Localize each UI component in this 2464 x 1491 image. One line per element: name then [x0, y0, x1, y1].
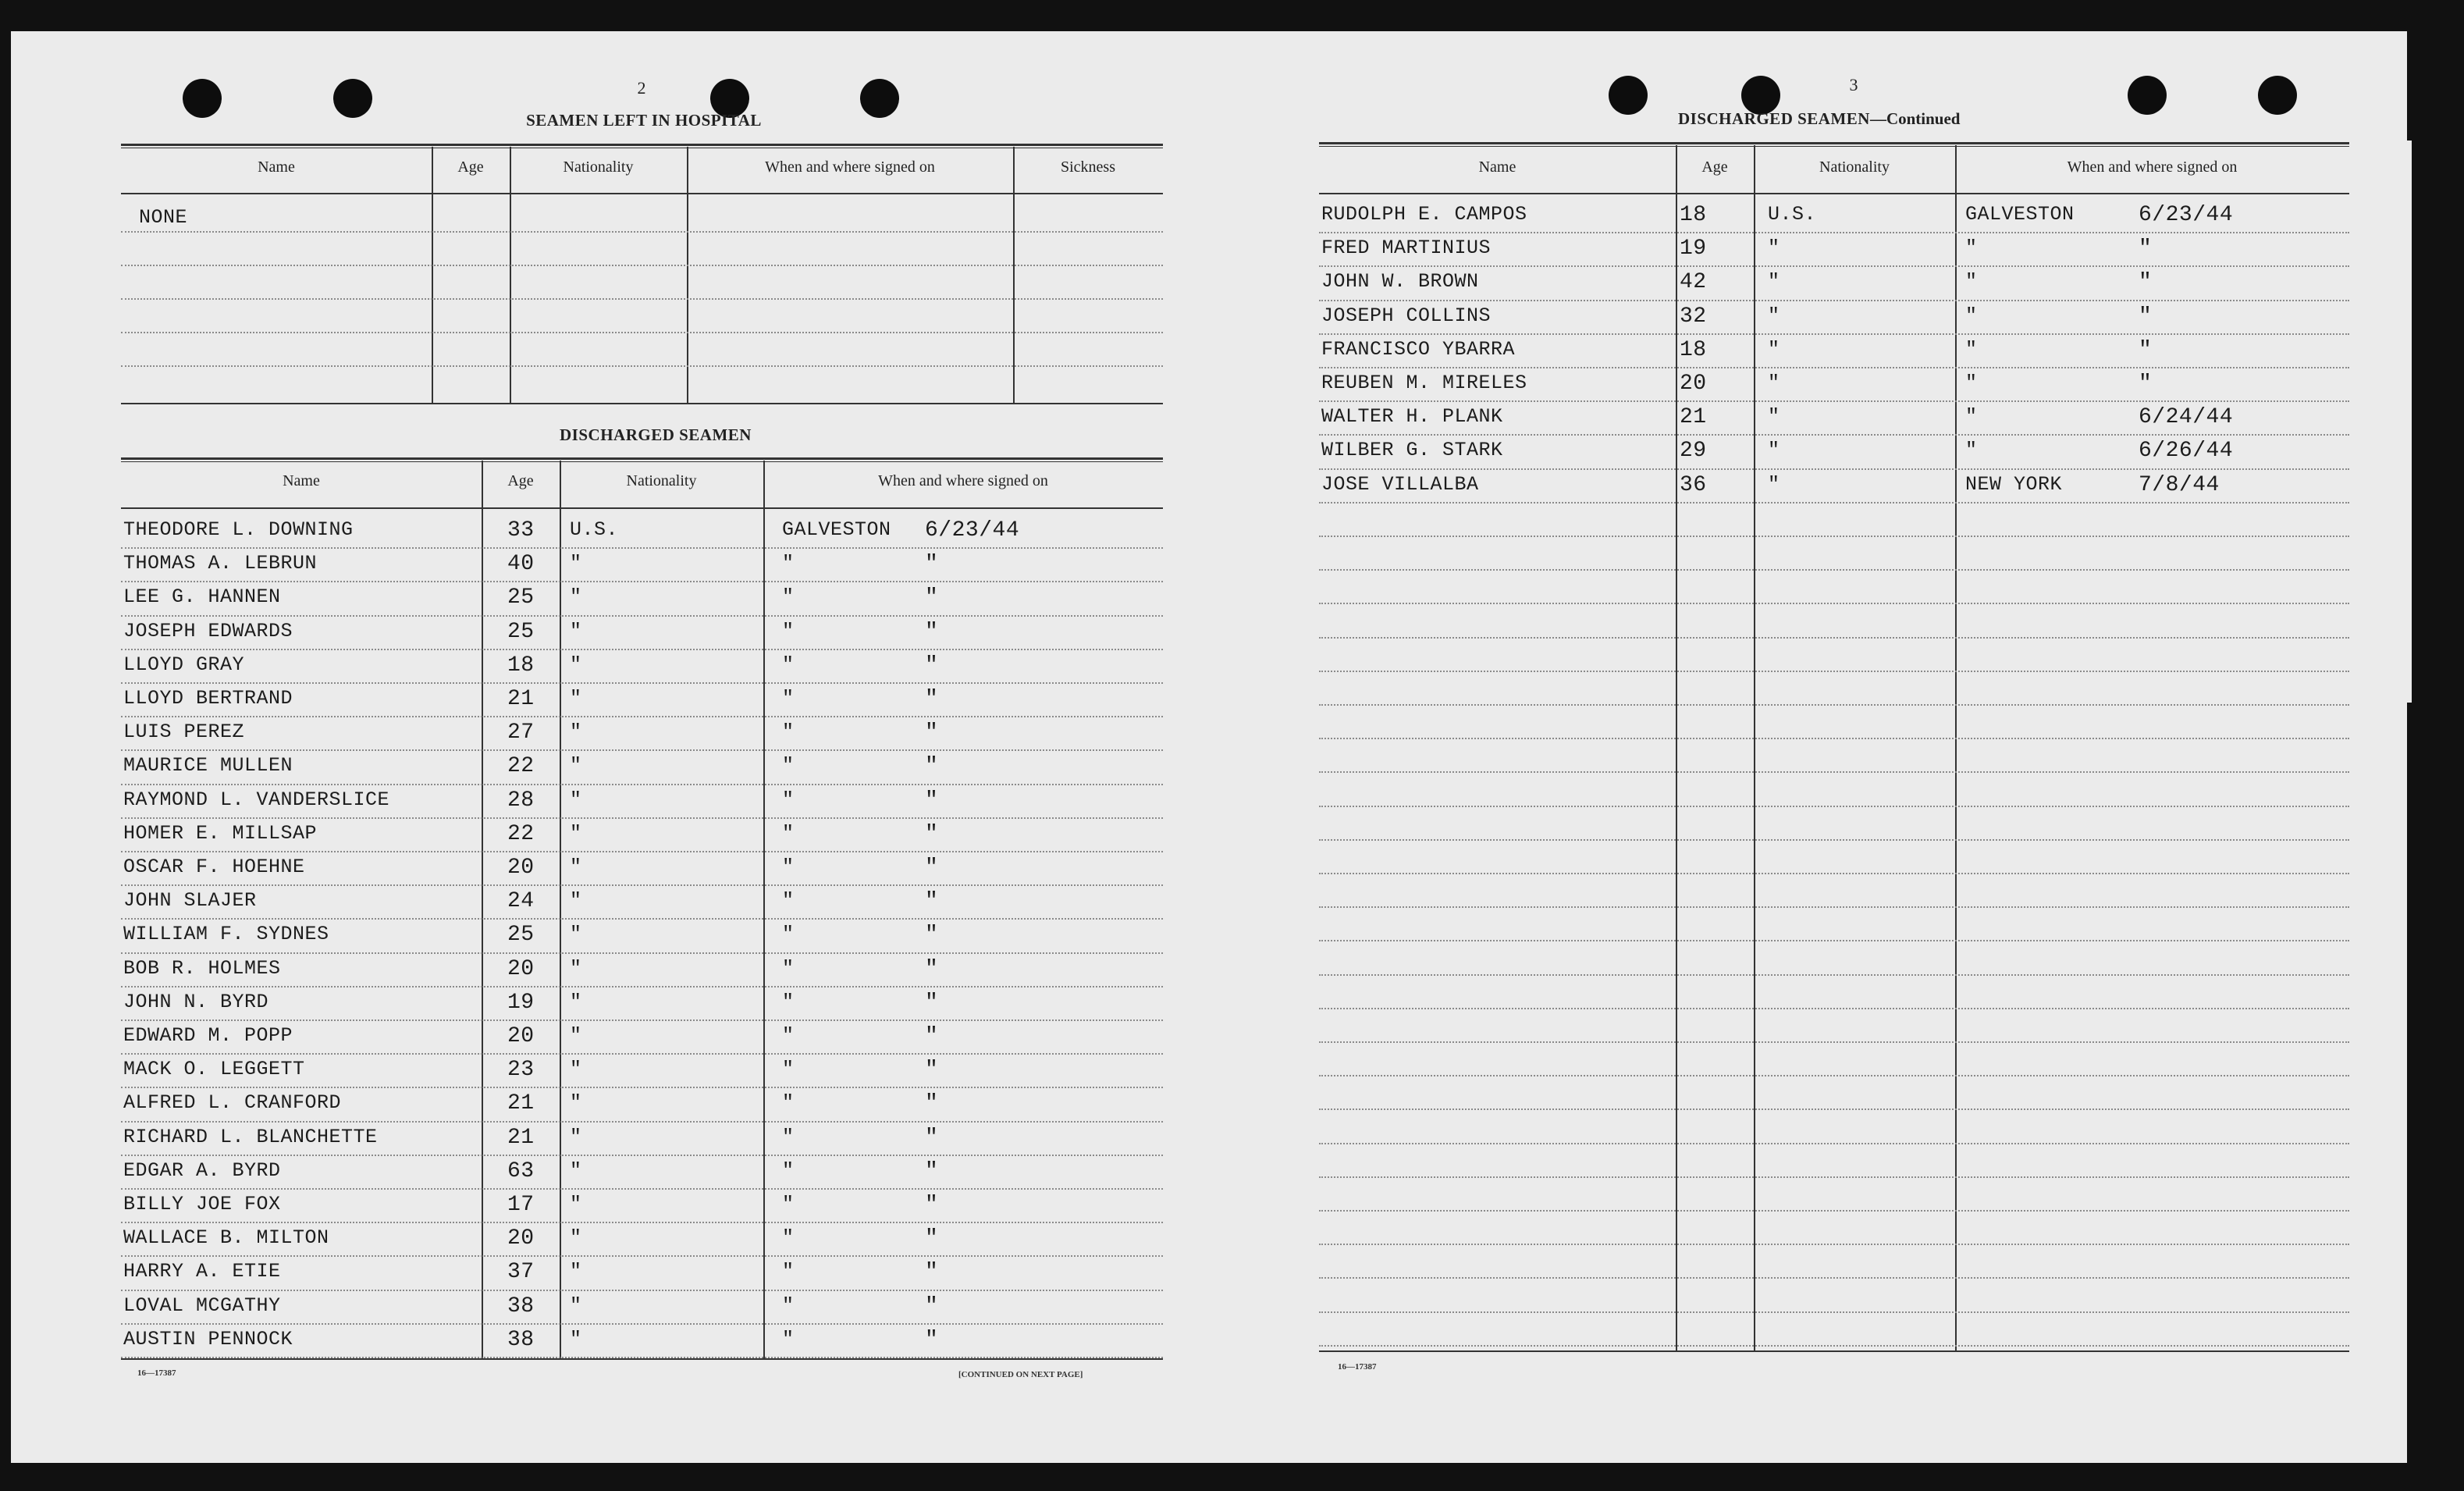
right-header-rule [1319, 193, 2349, 194]
row-dotted-line [121, 649, 1163, 650]
seaman-nationality: " [570, 1193, 582, 1215]
discharged-header-nationality: Nationality [626, 472, 697, 489]
row-dotted-line [121, 615, 1163, 617]
row-dotted-line [121, 884, 1163, 886]
signed-on-place: " [782, 1125, 795, 1148]
signed-on-date: " [925, 653, 939, 678]
seaman-name: AUSTIN PENNOCK [123, 1327, 293, 1350]
seaman-nationality: " [570, 1294, 582, 1317]
row-dotted-line [1319, 940, 2349, 941]
signed-on-place: " [782, 653, 795, 676]
seaman-name: WALLACE B. MILTON [123, 1226, 329, 1250]
row-dotted-line [1319, 1311, 2349, 1313]
signed-on-date: " [925, 552, 939, 577]
right-table-top-rule [1319, 142, 2349, 147]
seaman-nationality: " [1768, 472, 1780, 496]
right-col-divider [1955, 145, 1957, 1350]
row-dotted-line [121, 682, 1163, 684]
signed-on-date: " [2139, 337, 2153, 362]
seaman-age: 28 [507, 788, 535, 813]
seaman-age: 18 [1680, 203, 1707, 227]
discharged-header-rule [121, 507, 1163, 509]
hospital-col-divider [1013, 147, 1015, 403]
row-dotted-line [1319, 468, 2349, 470]
hospital-header-rule [121, 193, 1163, 194]
seaman-name: JOSEPH EDWARDS [123, 619, 293, 642]
seaman-name: JOSE VILLALBA [1321, 472, 1479, 496]
seaman-age: 19 [507, 990, 535, 1015]
seaman-name: JOHN SLAJER [123, 889, 257, 913]
signed-on-place: " [1965, 372, 1978, 394]
signed-on-place: " [782, 923, 795, 946]
seaman-age: 42 [1680, 270, 1707, 295]
row-dotted-line [121, 547, 1163, 549]
seaman-nationality: " [1768, 337, 1780, 361]
seaman-name: ALFRED L. CRANFORD [123, 1091, 342, 1115]
right-header-signed-on: When and where signed on [2067, 158, 2238, 176]
left-page-number: 2 [637, 78, 646, 98]
seaman-nationality: U.S. [570, 518, 619, 541]
right-header-name: Name [1478, 158, 1516, 176]
signed-on-date: " [925, 687, 939, 711]
seaman-age: 18 [1680, 337, 1707, 362]
hospital-header-nationality: Nationality [563, 158, 634, 176]
seaman-nationality: " [570, 1125, 582, 1148]
row-dotted-line [121, 784, 1163, 785]
signed-on-date: " [925, 821, 939, 846]
signed-on-date: " [2139, 237, 2153, 262]
signed-on-date: " [925, 1193, 939, 1217]
signed-on-date: " [925, 1260, 939, 1285]
row-dotted-line [1319, 536, 2349, 537]
row-dotted-line [121, 918, 1163, 920]
row-dotted-line [1319, 738, 2349, 739]
discharged-table-bottom-rule [121, 1358, 1163, 1360]
row-dotted-line [1319, 906, 2349, 908]
seaman-name: EDWARD M. POPP [123, 1024, 293, 1047]
signed-on-place: " [1965, 304, 1978, 327]
seaman-nationality: " [570, 1058, 582, 1081]
hospital-col-divider [510, 147, 511, 403]
hospital-header-age: Age [457, 158, 484, 176]
seaman-nationality: " [570, 923, 582, 946]
seaman-nationality: " [570, 1158, 582, 1182]
row-dotted-line [1319, 839, 2349, 841]
signed-on-date: " [925, 619, 939, 644]
seaman-nationality: " [570, 754, 582, 778]
row-dotted-line [1319, 1277, 2349, 1279]
signed-on-place: " [782, 990, 795, 1013]
seaman-nationality: " [570, 889, 582, 913]
row-dotted-line [1319, 873, 2349, 874]
seaman-age: 25 [507, 923, 535, 948]
signed-on-date: " [925, 856, 939, 880]
signed-on-date: " [925, 1024, 939, 1048]
seaman-nationality: " [570, 552, 582, 575]
punch-hole [1609, 76, 1648, 115]
hospital-dotted-line [121, 265, 1163, 266]
signed-on-date: " [925, 1125, 939, 1150]
seaman-nationality: " [1768, 304, 1780, 327]
right-page-number: 3 [1849, 75, 1858, 94]
signed-on-date: 6/23/44 [2139, 203, 2234, 227]
seaman-name: REUBEN M. MIRELES [1321, 372, 1527, 394]
hospital-header-signed-on: When and where signed on [765, 158, 935, 176]
seaman-nationality: " [570, 1327, 582, 1350]
seaman-name: BOB R. HOLMES [123, 956, 281, 980]
seaman-nationality: " [570, 856, 582, 878]
seaman-name: JOHN N. BYRD [123, 990, 269, 1013]
row-dotted-line [1319, 333, 2349, 335]
seaman-age: 29 [1680, 439, 1707, 464]
seaman-nationality: " [570, 619, 582, 642]
signed-on-date: " [925, 1226, 939, 1251]
row-dotted-line [121, 1290, 1163, 1291]
right-title-suffix: —Continued [1869, 109, 1961, 128]
signed-on-place: " [782, 754, 795, 778]
row-dotted-line [1319, 771, 2349, 773]
signed-on-place: " [1965, 237, 1978, 260]
signed-on-date: 7/8/44 [2139, 472, 2220, 497]
row-dotted-line [1319, 300, 2349, 301]
hospital-header-sickness: Sickness [1061, 158, 1115, 176]
row-dotted-line [1319, 1176, 2349, 1178]
seaman-name: BILLY JOE FOX [123, 1193, 281, 1215]
signed-on-place: " [782, 1226, 795, 1250]
discharged-header-name: Name [283, 472, 320, 489]
seaman-age: 25 [507, 619, 535, 644]
seaman-name: THOMAS A. LEBRUN [123, 552, 318, 575]
row-dotted-line [1319, 1075, 2349, 1076]
signed-on-place: NEW YORK [1965, 472, 2063, 496]
discharged-section-title: DISCHARGED SEAMEN [560, 425, 752, 444]
row-dotted-line [1319, 671, 2349, 672]
punch-hole [183, 79, 222, 118]
seaman-age: 33 [507, 518, 535, 543]
seaman-name: MAURICE MULLEN [123, 754, 293, 778]
right-col-divider [1676, 145, 1677, 1350]
signed-on-place: " [782, 585, 795, 609]
signed-on-date: " [925, 1091, 939, 1116]
row-dotted-line [1319, 1244, 2349, 1245]
seaman-name: JOSEPH COLLINS [1321, 304, 1492, 327]
seaman-name: LLOYD GRAY [123, 653, 245, 676]
seaman-age: 21 [1680, 405, 1707, 430]
hospital-header-name: Name [258, 158, 295, 176]
seaman-nationality: " [1768, 405, 1780, 429]
seaman-age: 19 [1680, 237, 1707, 262]
hospital-entry-name: NONE [139, 206, 188, 229]
seaman-age: 63 [507, 1158, 535, 1183]
punch-hole [2128, 76, 2167, 115]
hospital-section-title: SEAMEN LEFT IN HOSPITAL [526, 111, 762, 130]
signed-on-place: " [782, 788, 795, 811]
row-dotted-line [1319, 974, 2349, 976]
row-dotted-line [121, 716, 1163, 717]
seaman-age: 20 [507, 956, 535, 981]
row-dotted-line [1319, 232, 2349, 233]
seaman-age: 20 [1680, 372, 1707, 396]
seaman-age: 20 [507, 856, 535, 880]
row-dotted-line [1319, 1210, 2349, 1212]
row-dotted-line [121, 581, 1163, 582]
discharged-col-divider [763, 461, 765, 1358]
seaman-name: RUDOLPH E. CAMPOS [1321, 203, 1527, 226]
seaman-age: 17 [507, 1193, 535, 1217]
seaman-age: 40 [507, 552, 535, 577]
hospital-dotted-line [121, 365, 1163, 367]
seaman-name: FRED MARTINIUS [1321, 237, 1492, 260]
seaman-age: 24 [507, 889, 535, 914]
seaman-name: HARRY A. ETIE [123, 1260, 281, 1283]
signed-on-place: GALVESTON [782, 518, 891, 541]
signed-on-date: " [925, 1327, 939, 1352]
signed-on-place: " [782, 821, 795, 845]
seaman-age: 23 [507, 1058, 535, 1083]
sheet-edge [2373, 141, 2412, 703]
seaman-name: OSCAR F. HOEHNE [123, 856, 305, 878]
row-dotted-line [121, 1323, 1163, 1325]
discharged-table-top-rule [121, 457, 1163, 462]
seaman-age: 27 [507, 721, 535, 746]
row-dotted-line [121, 749, 1163, 751]
row-dotted-line [1319, 1143, 2349, 1144]
seaman-name: LOVAL MCGATHY [123, 1294, 281, 1317]
seaman-nationality: " [1768, 439, 1780, 462]
hospital-table-bottom-rule [121, 403, 1163, 404]
row-dotted-line [1319, 806, 2349, 807]
seaman-nationality: " [570, 821, 582, 845]
signed-on-date: " [925, 1294, 939, 1318]
row-dotted-line [1319, 1008, 2349, 1009]
seaman-age: 20 [507, 1226, 535, 1251]
seaman-nationality: " [570, 687, 582, 710]
seaman-nationality: U.S. [1768, 203, 1817, 226]
row-dotted-line [121, 1155, 1163, 1156]
signed-on-place: " [782, 1091, 795, 1115]
row-dotted-line [1319, 1108, 2349, 1110]
seaman-name: WALTER H. PLANK [1321, 405, 1503, 429]
hospital-table-top-rule [121, 144, 1163, 148]
signed-on-date: " [925, 585, 939, 610]
seaman-age: 25 [507, 585, 535, 610]
signed-on-place: " [782, 619, 795, 642]
discharged-col-divider [482, 461, 483, 1358]
signed-on-place: " [782, 856, 795, 878]
seaman-age: 21 [507, 687, 535, 711]
right-table-bottom-rule [1319, 1350, 2349, 1352]
punch-hole [2258, 76, 2297, 115]
seaman-name: JOHN W. BROWN [1321, 270, 1479, 294]
seaman-age: 36 [1680, 472, 1707, 497]
seaman-nationality: " [1768, 237, 1780, 260]
seaman-name: FRANCISCO YBARRA [1321, 337, 1516, 361]
row-dotted-line [1319, 637, 2349, 639]
seaman-nationality: " [1768, 372, 1780, 394]
seaman-age: 32 [1680, 304, 1707, 329]
seaman-age: 21 [507, 1091, 535, 1116]
hospital-col-divider [432, 147, 433, 403]
row-dotted-line [1319, 265, 2349, 267]
row-dotted-line [1319, 569, 2349, 571]
right-title-main: DISCHARGED SEAMEN [1678, 109, 1870, 128]
left-form-number: 16—17387 [137, 1368, 176, 1378]
signed-on-date: " [925, 721, 939, 746]
row-dotted-line [1319, 704, 2349, 706]
discharged-col-divider [560, 461, 561, 1358]
hospital-dotted-line [121, 332, 1163, 333]
row-dotted-line [121, 1053, 1163, 1055]
seaman-nationality: " [570, 653, 582, 676]
row-dotted-line [1319, 1345, 2349, 1347]
seaman-age: 20 [507, 1024, 535, 1048]
seaman-age: 37 [507, 1260, 535, 1285]
signed-on-place: " [1965, 270, 1978, 294]
signed-on-date: " [925, 788, 939, 813]
signed-on-date: " [925, 990, 939, 1015]
seaman-nationality: " [570, 1024, 582, 1047]
seaman-name: LUIS PEREZ [123, 721, 245, 744]
seaman-nationality: " [570, 956, 582, 980]
row-dotted-line [1319, 367, 2349, 368]
seaman-age: 22 [507, 754, 535, 779]
signed-on-place: " [782, 1193, 795, 1215]
seaman-name: EDGAR A. BYRD [123, 1158, 281, 1182]
seaman-nationality: " [570, 585, 582, 609]
right-section-title [1678, 109, 2006, 129]
signed-on-place: " [1965, 439, 1978, 462]
signed-on-date: " [925, 1058, 939, 1083]
seaman-nationality: " [570, 1226, 582, 1250]
signed-on-date: " [925, 889, 939, 914]
row-dotted-line [121, 851, 1163, 852]
right-header-nationality: Nationality [1819, 158, 1890, 176]
signed-on-date: " [2139, 372, 2153, 396]
signed-on-date: " [2139, 304, 2153, 329]
signed-on-place: " [782, 1058, 795, 1081]
seaman-nationality: " [570, 1091, 582, 1115]
right-form-number: 16—17387 [1338, 1362, 1377, 1372]
row-dotted-line [1319, 400, 2349, 402]
signed-on-place: " [1965, 405, 1978, 429]
hospital-dotted-line [121, 231, 1163, 233]
row-dotted-line [121, 952, 1163, 954]
row-dotted-line [121, 1255, 1163, 1257]
row-dotted-line [121, 986, 1163, 987]
signed-on-place: " [782, 1294, 795, 1317]
row-dotted-line [121, 817, 1163, 819]
signed-on-place: " [782, 1260, 795, 1283]
signed-on-date: " [925, 1158, 939, 1183]
signed-on-place: " [782, 1024, 795, 1047]
row-dotted-line [121, 1188, 1163, 1190]
row-dotted-line [121, 1357, 1163, 1358]
seaman-nationality: " [570, 990, 582, 1013]
signed-on-place: " [782, 552, 795, 575]
signed-on-place: " [782, 1327, 795, 1350]
signed-on-place: " [782, 1158, 795, 1182]
signed-on-place: " [782, 889, 795, 913]
seaman-nationality: " [570, 788, 582, 811]
seaman-name: LLOYD BERTRAND [123, 687, 293, 710]
signed-on-date: 6/23/44 [925, 518, 1020, 543]
signed-on-date: 6/24/44 [2139, 405, 2234, 430]
row-dotted-line [121, 1121, 1163, 1123]
seaman-nationality: " [570, 1260, 582, 1283]
seaman-name: RAYMOND L. VANDERSLICE [123, 788, 390, 811]
punch-hole [333, 79, 372, 118]
seaman-name: LEE G. HANNEN [123, 585, 281, 609]
seaman-age: 38 [507, 1327, 535, 1352]
row-dotted-line [121, 1087, 1163, 1088]
signed-on-date: 6/26/44 [2139, 439, 2234, 464]
document-sheet [11, 31, 2407, 1463]
signed-on-place: " [782, 956, 795, 980]
seaman-nationality: " [1768, 270, 1780, 294]
right-header-age: Age [1701, 158, 1728, 176]
row-dotted-line [1319, 1041, 2349, 1043]
seaman-age: 21 [507, 1125, 535, 1150]
seaman-nationality: " [570, 721, 582, 744]
signed-on-date: " [2139, 270, 2153, 295]
seaman-age: 22 [507, 821, 535, 846]
signed-on-date: " [925, 956, 939, 981]
row-dotted-line [1319, 603, 2349, 604]
seaman-name: WILLIAM F. SYDNES [123, 923, 329, 946]
seaman-age: 38 [507, 1294, 535, 1318]
signed-on-place: GALVESTON [1965, 203, 2075, 226]
signed-on-place: " [1965, 337, 1978, 361]
row-dotted-line [1319, 502, 2349, 504]
continued-note: [CONTINUED ON NEXT PAGE] [958, 1370, 1083, 1379]
seaman-name: WILBER G. STARK [1321, 439, 1503, 462]
row-dotted-line [121, 1020, 1163, 1021]
row-dotted-line [121, 1222, 1163, 1223]
signed-on-date: " [925, 923, 939, 948]
signed-on-place: " [782, 687, 795, 710]
hospital-dotted-line [121, 298, 1163, 300]
seaman-name: THEODORE L. DOWNING [123, 518, 354, 541]
hospital-col-divider [687, 147, 688, 403]
seaman-name: HOMER E. MILLSAP [123, 821, 318, 845]
row-dotted-line [1319, 434, 2349, 436]
seaman-age: 18 [507, 653, 535, 678]
discharged-header-age: Age [507, 472, 534, 489]
discharged-header-signed-on: When and where signed on [878, 472, 1048, 489]
seaman-name: RICHARD L. BLANCHETTE [123, 1125, 378, 1148]
right-col-divider [1754, 145, 1755, 1350]
signed-on-place: " [782, 721, 795, 744]
seaman-name: MACK O. LEGGETT [123, 1058, 305, 1081]
signed-on-date: " [925, 754, 939, 779]
